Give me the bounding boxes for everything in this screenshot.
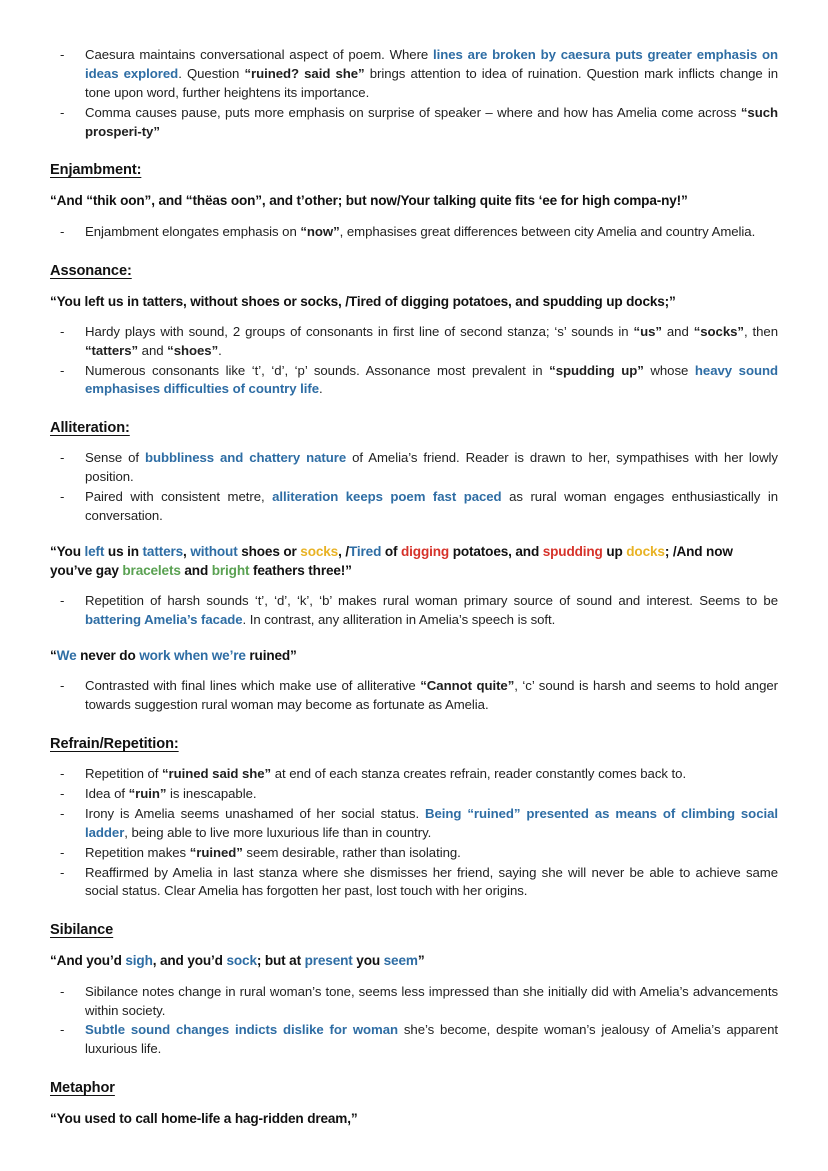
- text-run: Enjambment elongates emphasis on: [85, 223, 301, 239]
- text-run: bright: [211, 563, 250, 579]
- section-heading-metaphor: Metaphor: [50, 1080, 115, 1097]
- text-run: Irony is Amelia seems unashamed of her social status.: [85, 805, 426, 821]
- text-run: .: [319, 381, 323, 397]
- text-run: “ruined”: [189, 844, 243, 860]
- text-run: Caesura maintains conversational aspect of poem. Where: [85, 47, 434, 62]
- text-run: and: [661, 323, 694, 339]
- bullet-list-alliteration-2: [50, 592, 778, 630]
- text-run: ”: [417, 953, 425, 969]
- text-run: “And you’d: [50, 953, 126, 969]
- text-run: Contrasted with final lines which make use of alliterative: [85, 678, 421, 694]
- text-run: shoes or: [237, 543, 301, 559]
- text-run: “tatters”: [85, 342, 139, 358]
- bullet-list-alliteration: [50, 449, 778, 526]
- text-run: as rural woman engages enthusiastically in conversation.: [85, 489, 778, 523]
- bullet-list-caesura: [50, 46, 778, 141]
- list-item: [50, 104, 778, 142]
- text-run: ; /And now you’ve gay: [50, 543, 733, 579]
- text-run: is inescapable.: [166, 786, 257, 802]
- text-run: Numerous consonants like ‘t’, ‘d’, ‘p’ sounds. Assonance most prevalent in: [85, 362, 550, 378]
- list-item: [50, 844, 778, 863]
- text-run: socks: [300, 543, 339, 559]
- text-run: “You: [50, 543, 85, 559]
- text-run: “such prosperi-ty”: [85, 104, 778, 139]
- bullet-list-refrain: [50, 765, 778, 901]
- list-item: [50, 362, 778, 400]
- text-run: . In contrast, any alliteration in Amelia’s speech is soft.: [242, 612, 556, 628]
- text-run: without: [190, 543, 238, 559]
- text-run: present: [304, 953, 353, 969]
- text-run: “ruined said she”: [162, 766, 272, 782]
- list-item: [50, 46, 778, 103]
- text-run: , being able to live more luxurious life than in country.: [124, 824, 432, 840]
- text-run: “Cannot quite”: [420, 678, 515, 694]
- text-run: you: [352, 953, 384, 969]
- text-run: “socks”: [693, 323, 744, 339]
- text-run: Being “ruined” presented as means of climbing social ladder: [85, 805, 778, 840]
- text-run: alliteration keeps poem fast paced: [272, 489, 502, 505]
- list-item: [50, 223, 778, 242]
- text-run: never do: [76, 648, 140, 664]
- text-run: bracelets: [122, 563, 181, 579]
- document-body: [50, 46, 778, 1128]
- text-run: lines are broken by caesura puts greater emphasis on ideas explored: [85, 47, 778, 81]
- text-run: ,: [183, 543, 191, 559]
- text-run: . Question: [178, 65, 245, 81]
- text-run: “spudding up”: [549, 362, 644, 378]
- colour-coded-quote-2: [50, 646, 778, 665]
- text-run: docks: [626, 543, 665, 559]
- text-run: , /: [338, 543, 349, 559]
- text-run: battering Amelia’s facade: [85, 612, 243, 628]
- text-run: “us”: [633, 323, 662, 339]
- text-run: , ‘c’ sound is harsh and seems to hold anger towards suggestion rural woman may become as fortunate as Amelia.: [85, 678, 778, 713]
- section-heading-refrain: Refrain/Repetition:: [50, 736, 179, 753]
- list-item: [50, 805, 778, 843]
- text-run: spudding: [542, 543, 603, 559]
- list-item: [50, 765, 778, 784]
- text-run: of Amelia’s friend. Reader is drawn to her, sympathises with her lowly position.: [85, 450, 778, 485]
- text-run: “You used to call home-life a hag-ridden dream,”: [50, 1111, 358, 1127]
- list-item: [50, 983, 778, 1021]
- text-run: work when we’re: [139, 648, 246, 664]
- text-run: she’s become, despite woman’s jealousy of Amelia’s apparent luxurious life.: [85, 1022, 778, 1057]
- text-run: Comma causes pause, puts more emphasis on surprise of speaker – where and how has Amelia come across: [85, 104, 741, 120]
- list-item: [50, 1021, 778, 1059]
- list-item: [50, 323, 778, 361]
- text-run: Reaffirmed by Amelia in last stanza where she dismisses her friend, saying she will never be able to achieve same social status. Clear Amelia has forgotten her past, lost touch with her origins.: [85, 864, 778, 899]
- text-run: Repetition of: [85, 766, 163, 782]
- text-run: “And “thik oon”, and “thëas oon”, and t’other; but now/Your talking quite fits ‘ee for high compa-ny!”: [50, 193, 688, 209]
- section-heading-enjambment: Enjambment:: [50, 162, 142, 179]
- list-item: [50, 592, 778, 630]
- poem-quote: [50, 292, 778, 311]
- text-run: sock: [226, 953, 257, 969]
- text-run: and: [180, 563, 212, 579]
- text-run: “now”: [300, 223, 340, 239]
- text-run: “You left us in tatters, without shoes or socks, /Tired of digging potatoes, and spudding up docks;”: [50, 293, 676, 309]
- bullet-list-alliteration-3: [50, 677, 778, 715]
- poem-quote: [50, 951, 778, 970]
- text-run: .: [218, 342, 222, 358]
- text-run: digging: [401, 543, 450, 559]
- poem-quote: [50, 191, 778, 210]
- colour-coded-quote-1: [50, 542, 778, 581]
- text-run: tatters: [142, 543, 184, 559]
- text-run: heavy sound emphasises difficulties of country life: [85, 362, 778, 397]
- text-run: Tired: [348, 543, 382, 559]
- text-run: up: [602, 543, 627, 559]
- text-run: Sense of: [85, 450, 145, 466]
- text-run: Idea of: [85, 786, 129, 802]
- text-run: seem desirable, rather than isolating.: [242, 844, 461, 860]
- section-heading-alliteration: Alliteration:: [50, 420, 130, 437]
- text-run: ; but at: [256, 953, 305, 969]
- text-run: Subtle sound changes indicts dislike for woman: [85, 1022, 399, 1038]
- text-run: Hardy plays with sound, 2 groups of consonants in first line of second stanza; ‘s’ sounds in: [85, 323, 634, 339]
- text-run: feathers three!”: [249, 563, 352, 579]
- text-run: Repetition makes: [85, 844, 190, 860]
- text-run: “ruined? said she”: [244, 65, 365, 81]
- section-heading-sibilance: Sibilance: [50, 922, 114, 939]
- text-run: , then: [743, 323, 778, 339]
- text-run: at end of each stanza creates refrain, reader constantly comes back to.: [271, 766, 687, 782]
- poem-quote: [50, 1109, 778, 1128]
- text-run: , emphasises great differences between city Amelia and country Amelia.: [339, 223, 756, 239]
- text-run: whose: [643, 362, 695, 378]
- text-run: potatoes, and: [449, 543, 543, 559]
- text-run: We: [56, 648, 77, 664]
- text-run: “ruin”: [128, 786, 167, 802]
- text-run: Repetition of harsh sounds ‘t’, ‘d’, ‘k’, ‘b’ makes rural woman primary source of sound and interest. Seems to be: [85, 593, 778, 609]
- list-item: [50, 449, 778, 487]
- list-item: [50, 864, 778, 902]
- bullet-list-sibilance: [50, 983, 778, 1060]
- text-run: left: [84, 543, 105, 559]
- text-run: , and you’d: [152, 953, 227, 969]
- text-run: ruined”: [245, 648, 297, 664]
- text-run: Sibilance notes change in rural woman’s tone, seems less impressed than she initially did with Amelia’s advancements within society.: [85, 983, 778, 1018]
- text-run: of: [381, 543, 402, 559]
- text-run: and: [138, 342, 168, 358]
- section-heading-assonance: Assonance:: [50, 262, 132, 279]
- text-run: “: [50, 648, 57, 664]
- text-run: bubbliness and chattery nature: [144, 450, 347, 466]
- list-item: [50, 677, 778, 715]
- text-run: us in: [104, 543, 143, 559]
- list-item: [50, 488, 778, 526]
- bullet-list-assonance: [50, 323, 778, 400]
- text-run: seem: [383, 953, 418, 969]
- text-run: Paired with consistent metre,: [85, 489, 273, 505]
- text-run: “shoes”: [167, 342, 219, 358]
- bullet-list-enjambment: [50, 223, 778, 242]
- text-run: sigh: [125, 953, 153, 969]
- text-run: brings attention to idea of ruination. Question mark inflicts change in tone upon word, further heightens its importance.: [85, 65, 778, 100]
- list-item: [50, 785, 778, 804]
